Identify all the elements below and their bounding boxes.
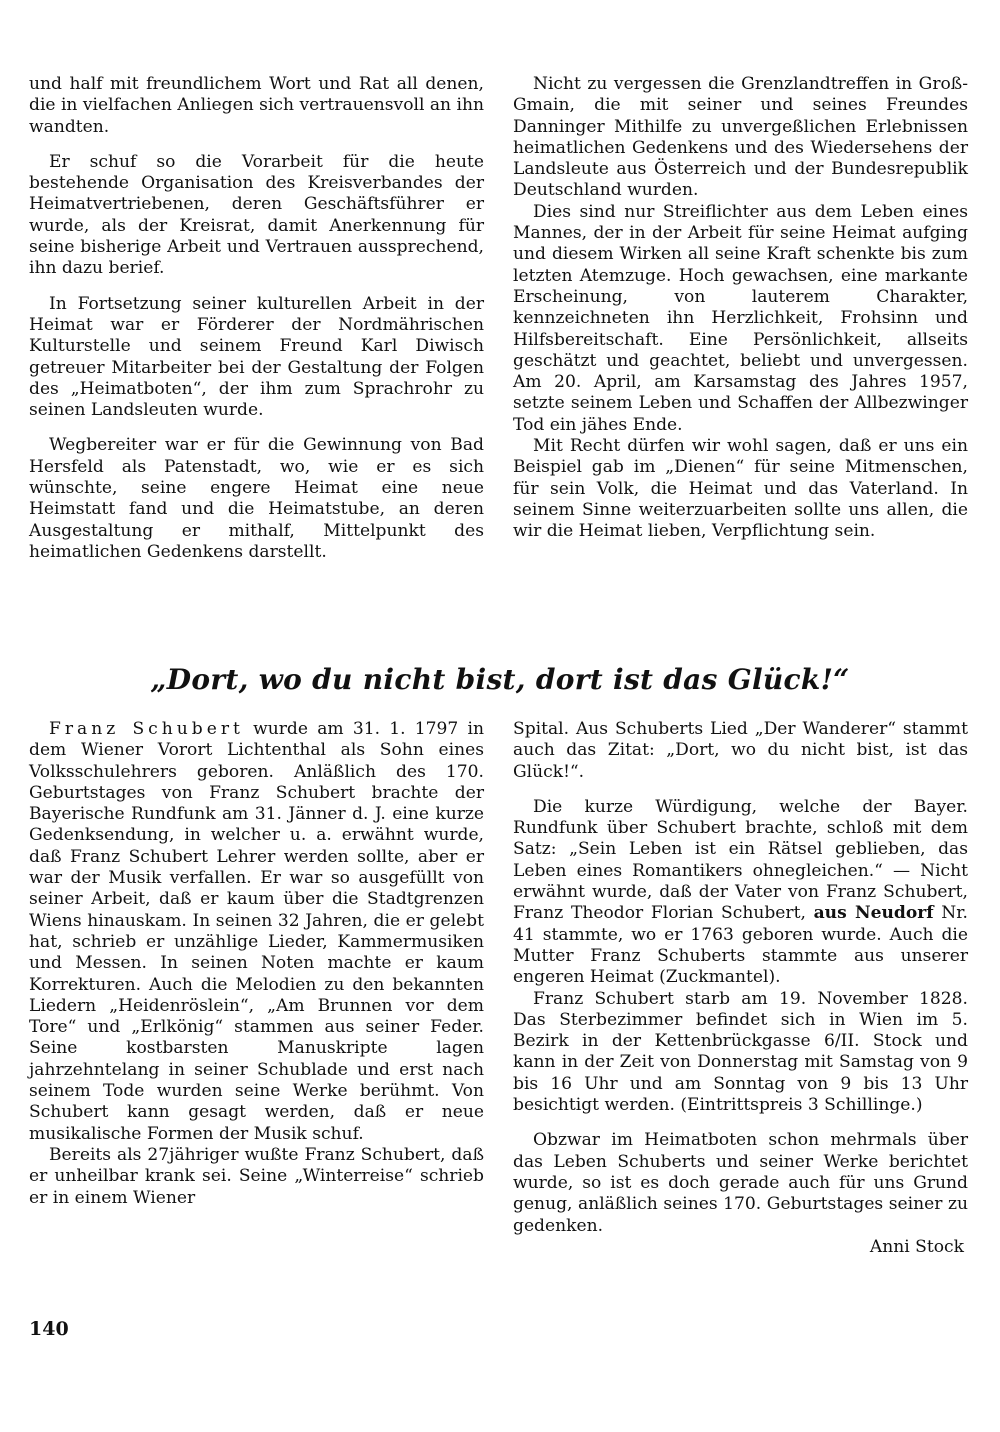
top-right-column xyxy=(513,74,968,543)
paragraph-text: Nr. 41 stammte, wo er 1763 geboren wurde. Auch die Mutter Franz Schuberts stammte aus unserer engeren Heimat (Zuckmantel). xyxy=(513,903,968,988)
paragraph: In Fortsetzung seiner kulturellen Arbeit in der Heimat war er Förderer der Nordmährischen Kulturstelle und seinem Freund Karl Diwisch getreuer Mitarbeiter bei der Gestaltung der Folgen des „Heimatboten“, der ihm zum Sprachrohr zu seinen Landsleuten wurde. xyxy=(29,293,484,421)
bold-text: aus Neudorf xyxy=(813,903,934,924)
top-left-column xyxy=(29,74,484,563)
paragraph xyxy=(513,797,968,989)
paragraph: Dies sind nur Streiflichter aus dem Leben eines Mannes, der in der Arbeit für seine Heimat aufging und diesem Wirken all seine Kraft schenkte bis zum letzten Atemzuge. Hoch gewachsen, eine markante Erscheinung, von lauterem Charakter, kennzeichneten ihn Herzlichkeit, Frohsinn und Hilfsbereitschaft. Eine Persönlichkeit, allseits geschätzt und geachtet, beliebt und unvergessen. Am 20. April, am Karsamstag des Jahres 1957, setzte seinem Leben und Schaffen der Allbezwinger Tod ein jähes Ende. xyxy=(513,201,968,435)
paragraph: und half mit freundlichem Wort und Rat all denen, die in vielfachen Anliegen sich vertrauensvoll an ihn wandten. xyxy=(29,74,484,137)
article-headline: „Dort, wo du nicht bist, dort ist das Glück!“ xyxy=(150,663,850,696)
paragraph: Wegbereiter war er für die Gewinnung von Bad Hersfeld als Patenstadt, wo, wie er es sich wünschte, seine engere Heimat eine neue Heimstatt fand und die Heimatstube, an deren Ausgestaltung er mithalf, Mittelpunkt des heimatlichen Gedenkens darstellt. xyxy=(29,435,484,562)
paragraph: Franz Schubert starb am 19. November 1828. Das Sterbezimmer befindet sich in Wien im 5. Bezirk in der Kettenbrückgasse 6/II. Stock und kann in der Zeit von Donnerstag mit Samstag von 9 bis 16 Uhr und am Sonntag von 9 bis 13 Uhr besichtigt werden. (Eintrittspreis 3 Schillinge.) xyxy=(513,988,968,1116)
page-number: 140 xyxy=(29,1318,69,1340)
paragraph: Mit Recht dürfen wir wohl sagen, daß er uns ein Beispiel gab im „Dienen“ für seine Mitmenschen, für sein Volk, die Heimat und das Vaterland. In seinem Sinne weiterzuarbeiten sollte uns allen, die wir die Heimat lieben, Verpflichtung sein. xyxy=(513,436,968,542)
paragraph xyxy=(29,719,484,1145)
author-signature: Anni Stock xyxy=(869,1236,964,1257)
paragraph: Nicht zu vergessen die Grenzlandtreffen in Groß-Gmain, die mit seiner und seines Freundes Danninger Mithilfe zu unvergeßlichen Erlebnissen heimatlichen Gedenkens und des Wiedersehens der Landsleute aus Österreich und der Bundesrepublik Deutschland wurden. xyxy=(513,74,968,201)
spaced-name: Franz Schubert xyxy=(49,719,244,739)
paragraph: Bereits als 27jähriger wußte Franz Schubert, daß er unheilbar krank sei. Seine „Winterreise“ schrieb er in einem Wiener xyxy=(29,1144,484,1208)
bottom-right-column xyxy=(513,719,968,1258)
paragraph-text: wurde am 31. 1. 1797 in dem Wiener Vorort Lichtenthal als Sohn eines Volksschulehrers geboren. Anläßlich des 170. Geburtstages von Franz Schubert brachte der Bayerische Rundfunk am 31. Jänner d. J. eine kurze Gedenksendung, in welcher u. a. erwähnt wurde, daß Franz Schubert Lehrer werden sollte, aber er war der Musik verfallen. Er war so ausgefüllt von seiner Arbeit, daß er kaum über die Stadtgrenzen Wiens hinauskam. In seinen 32 Jahren, die er gelebt hat, schrieb er unzählige Lieder, Kammermusiken und Messen. In seinen Noten machte er kaum Korrekturen. Auch die Melodien zu den bekannten Liedern „Heidenröslein“, „Am Brunnen vor dem Tore“ und „Erlkönig“ stammen aus seiner Feder. Seine kostbarsten Manuskripte lagen jahrzehntelang in seiner Schublade und erst nach seinem Tode wurden seine Werke berühmt. Von Schubert kann gesagt werden, daß er neue musikalische Formen der Musik schuf. xyxy=(29,719,484,1144)
bottom-left-column xyxy=(29,719,484,1209)
paragraph-text: Die kurze Würdigung, welche der Bayer. Rundfunk über Schubert brachte, schloß mit dem Satz: „Sein Leben ist ein Rätsel geblieben, das Leben eines Romantikers ohnegleichen.“ — Nicht erwähnt wurde, daß der Vater von Franz Schubert, Franz Theodor Florian Schubert, xyxy=(513,796,968,924)
paragraph: Spital. Aus Schuberts Lied „Der Wanderer“ stammt auch das Zitat: „Dort, wo du nicht bist, ist das Glück!“. xyxy=(513,719,968,782)
paragraph: Er schuf so die Vorarbeit für die heute bestehende Organisation des Kreisverbandes der Heimatvertriebenen, deren Geschäftsführer er wurde, als der Kreisrat, damit Anerkennung für seine bisherige Arbeit und Vertrauen aussprechend, ihn dazu berief. xyxy=(29,151,484,279)
paragraph: Obzwar im Heimatboten schon mehrmals über das Leben Schuberts und seiner Werke berichtet wurde, so ist es doch gerade auch für uns Grund genug, anläßlich seines 170. Geburtstages seiner zu gedenken. xyxy=(513,1130,968,1236)
